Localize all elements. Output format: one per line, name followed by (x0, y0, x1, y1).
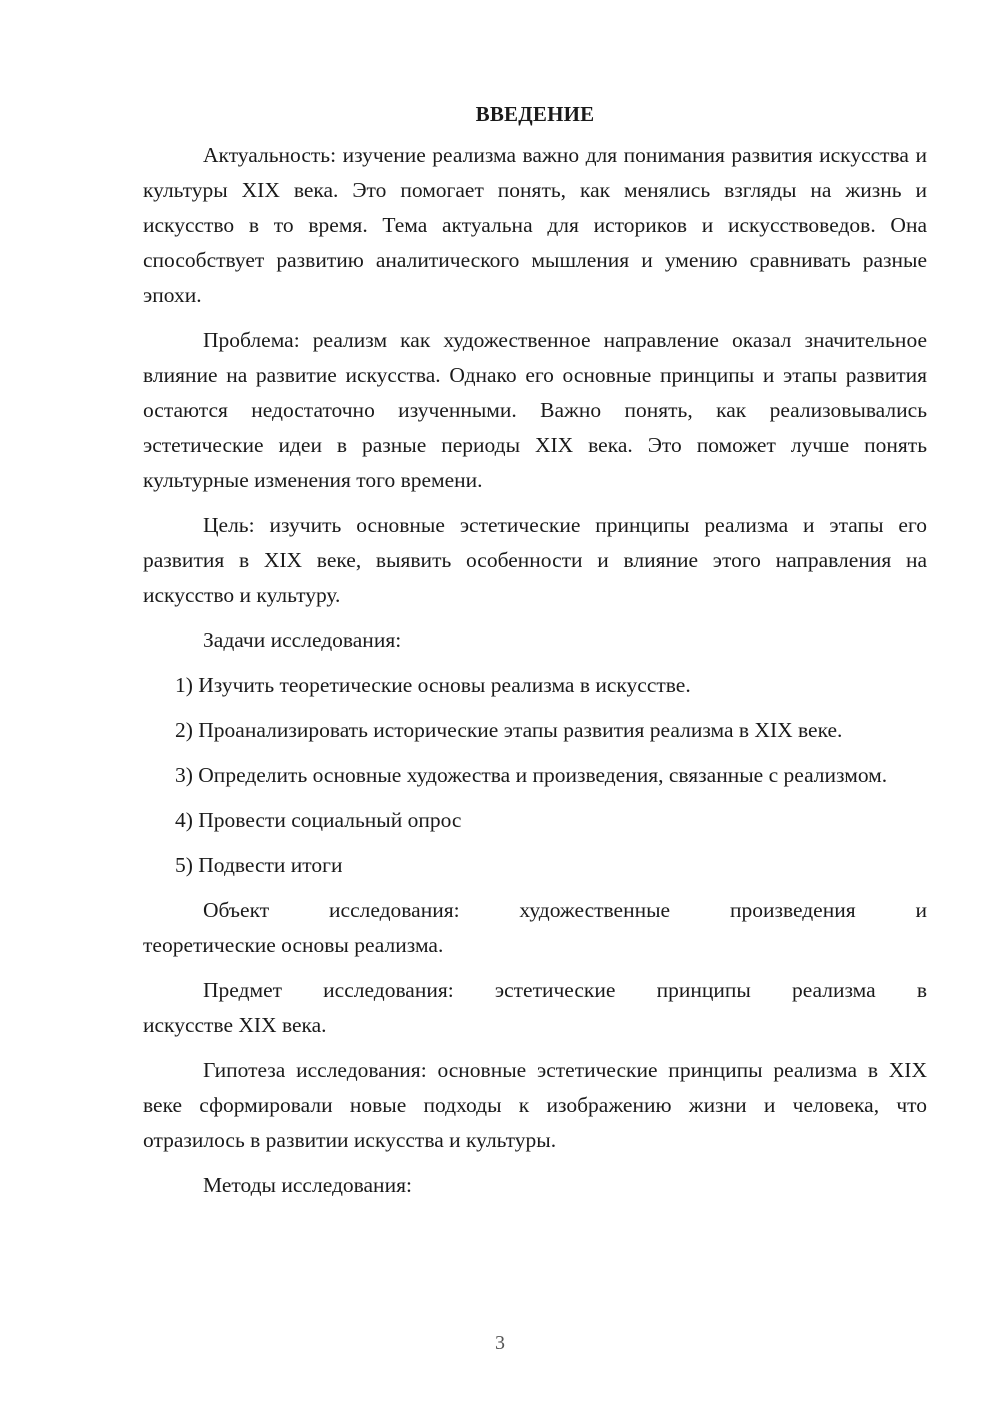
subject-first-line: Предмет исследования: эстетические принципы реализма в (203, 978, 927, 1002)
object-paragraph (143, 893, 927, 963)
subject-rest-line: искусстве XIX века. (143, 1013, 327, 1037)
subject-paragraph (143, 973, 927, 1043)
object-rest-line: теоретические основы реализма. (143, 933, 444, 957)
page-content (143, 97, 927, 1213)
task-item-3: 3) Определить основные художества и произведения, связанные с реализмом. (175, 763, 888, 787)
hypothesis-paragraph: Гипотеза исследования: основные эстетические принципы реализма в XIX веке сформировали новые подходы к изображению жизни и человека, что отразилось в развитии искусства и культуры. (143, 1058, 927, 1152)
page-title: ВВЕДЕНИЕ (475, 102, 595, 126)
methods-heading: Методы исследования: (203, 1173, 412, 1197)
object-first-line: Объект исследования: художественные произведения и (203, 898, 927, 922)
page-number: 3 (495, 1332, 505, 1354)
task-item-4: 4) Провести социальный опрос (175, 808, 462, 832)
relevance-paragraph: Актуальность: изучение реализма важно для понимания развития искусства и культуры XIX века. Это помогает понять, как менялись взгляды на жизнь и искусство в то время. Тема актуальна для историков и искусствоведов. Она способствует развитию аналитического мышления и умению сравнивать разные эпохи. (143, 143, 927, 307)
task-item-2: 2) Проанализировать исторические этапы развития реализма в XIX веке. (175, 718, 843, 742)
task-item-5: 5) Подвести итоги (175, 853, 343, 877)
problem-paragraph: Проблема: реализм как художественное направление оказал значительное влияние на развитие искусства. Однако его основные принципы и этапы развития остаются недостаточно изученными. Важно понять, как реализовывались эстетические идеи в разные периоды XIX века. Это поможет лучше понять культурные изменения того времени. (143, 328, 927, 492)
goal-paragraph: Цель: изучить основные эстетические принципы реализма и этапы его развития в XIX веке, выявить особенности и влияние этого направления на искусство и культуру. (143, 513, 927, 607)
task-item-1: 1) Изучить теоретические основы реализма в искусстве. (175, 673, 691, 697)
tasks-heading: Задачи исследования: (203, 628, 402, 652)
